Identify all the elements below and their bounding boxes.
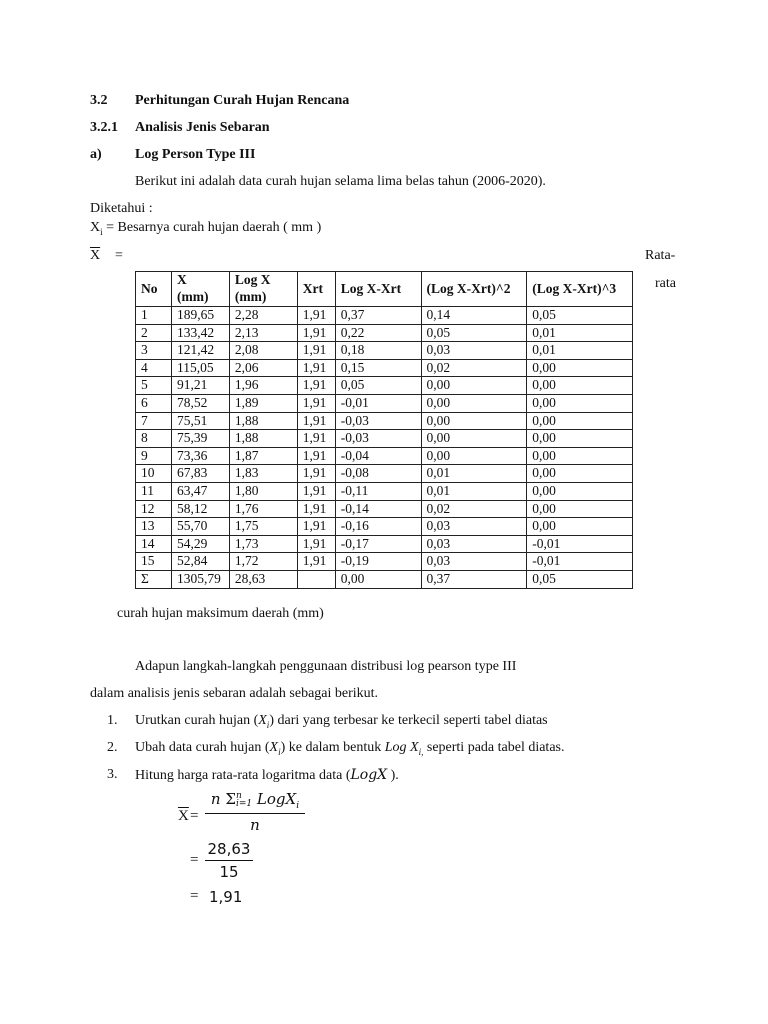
cell-x: 55,70	[171, 518, 229, 536]
cell-no: 14	[136, 535, 172, 553]
cell-diff: 0,37	[335, 307, 421, 325]
cell-x: 189,65	[171, 307, 229, 325]
formula-result: 1,91	[209, 888, 243, 906]
sigma-lower: i=1	[235, 799, 253, 809]
header-cubed: (Log X-Xrt)^3	[527, 272, 633, 307]
cell-cubed: 0,00	[527, 377, 633, 395]
cell-x: 75,39	[171, 430, 229, 448]
xbar-equals: =	[115, 248, 123, 263]
step-number: 2.	[107, 740, 118, 755]
step-text-pre: Hitung harga rata-rata logaritma data (	[135, 768, 351, 783]
xi-text: = Besarnya curah hujan daerah ( mm )	[102, 220, 322, 235]
header-no: No	[136, 272, 172, 307]
cell-diff: 0,18	[335, 342, 421, 360]
cell-squared: 0,03	[421, 518, 527, 536]
table-row	[136, 482, 633, 500]
table-row	[136, 518, 633, 536]
rata-text-2: rata	[655, 276, 676, 291]
table-sum-row	[136, 570, 633, 588]
cell-no: 1	[136, 307, 172, 325]
cell-cubed: 0,01	[527, 342, 633, 360]
sigma-limits	[236, 792, 252, 808]
formula-fraction-2	[205, 840, 253, 881]
after-table-text: curah hujan maksimum daerah (mm)	[117, 606, 324, 621]
cell-cubed: 0,01	[527, 324, 633, 342]
fraction-bar-2	[205, 860, 253, 861]
step-var-sub: i	[278, 746, 281, 757]
step-number: 3.	[107, 767, 118, 782]
xbar-symbol: $\overline{X}$	[90, 248, 101, 263]
cell-logx: 1,80	[229, 482, 297, 500]
header-logx	[229, 272, 297, 307]
cell-xrt: 1,91	[297, 482, 335, 500]
cell-x: 75,51	[171, 412, 229, 430]
cell-no: 4	[136, 359, 172, 377]
cell-xrt: 1,91	[297, 342, 335, 360]
header-squared: (Log X-Xrt)^2	[421, 272, 527, 307]
cell-no: 2	[136, 324, 172, 342]
cell-xrt: 1,91	[297, 518, 335, 536]
xi-symbol: X	[90, 220, 101, 235]
step-var2: Log X	[384, 740, 419, 755]
xi-subscript: i	[100, 226, 103, 237]
header-logx-line2: (mm)	[234, 289, 267, 304]
formula-equals: =	[190, 808, 199, 824]
cell-logx: 2,08	[229, 342, 297, 360]
step-text-post: ) ke dalam bentuk	[280, 740, 385, 755]
cell-x: 73,36	[171, 447, 229, 465]
cell-logx: 1,73	[229, 535, 297, 553]
cell-diff: 0,15	[335, 359, 421, 377]
cell-logx: 1,83	[229, 465, 297, 483]
cell-squared: 0,00	[421, 394, 527, 412]
cell-squared: 0,03	[421, 342, 527, 360]
cell-xrt: 1,91	[297, 307, 335, 325]
table-row	[136, 394, 633, 412]
fraction-2-numerator: 28,63	[207, 840, 251, 858]
formula-n: n	[210, 790, 221, 808]
cell-logx: 1,72	[229, 553, 297, 571]
step-math: LogX	[350, 767, 388, 783]
cell-logx: 1,88	[229, 430, 297, 448]
cell-cubed: 0,00	[527, 518, 633, 536]
cell-logx: 1,76	[229, 500, 297, 518]
cell-xrt: 1,91	[297, 430, 335, 448]
formula-lhs: $\overline{X}$	[178, 808, 189, 824]
cell-no: 13	[136, 518, 172, 536]
table-row	[136, 465, 633, 483]
cell-xrt: 1,91	[297, 377, 335, 395]
cell-x: 54,29	[171, 535, 229, 553]
table-header-row	[136, 272, 633, 307]
cell-x: 63,47	[171, 482, 229, 500]
cell-no: 8	[136, 430, 172, 448]
data-table	[135, 271, 633, 589]
cell-squared: 0,05	[421, 324, 527, 342]
cell-x: 121,42	[171, 342, 229, 360]
cell-cubed: 0,00	[527, 359, 633, 377]
cell-cubed: 0,00	[527, 394, 633, 412]
paragraph-line-1: Adapun langkah-langkah penggunaan distribusi log pearson type III	[135, 659, 517, 674]
cell-cubed: 0,00	[527, 430, 633, 448]
cell-logx-sum: 28,63	[229, 570, 297, 588]
cell-squared: 0,00	[421, 412, 527, 430]
table-row	[136, 412, 633, 430]
sigma-upper: n	[235, 791, 242, 801]
cell-xrt: 1,91	[297, 359, 335, 377]
cell-squared: 0,00	[421, 377, 527, 395]
cell-x: 58,12	[171, 500, 229, 518]
cell-diff: -0,17	[335, 535, 421, 553]
table-row	[136, 430, 633, 448]
table-row	[136, 535, 633, 553]
header-x-line2: (mm)	[176, 289, 209, 304]
cell-x: 115,05	[171, 359, 229, 377]
sigma-symbol: Σ	[225, 790, 236, 808]
item-heading: Log Person Type III	[135, 147, 256, 162]
subheading-number: 3.2.1	[90, 120, 118, 135]
cell-diff-sum: 0,00	[335, 570, 421, 588]
cell-squared-sum: 0,37	[421, 570, 527, 588]
cell-diff: -0,16	[335, 518, 421, 536]
table-row	[136, 359, 633, 377]
cell-cubed: 0,00	[527, 412, 633, 430]
cell-squared: 0,03	[421, 535, 527, 553]
cell-xrt: 1,91	[297, 535, 335, 553]
cell-diff: 0,22	[335, 324, 421, 342]
step-text	[135, 740, 564, 757]
header-logx-xrt: Log X-Xrt	[335, 272, 421, 307]
cell-squared: 0,02	[421, 500, 527, 518]
cell-logx: 2,13	[229, 324, 297, 342]
header-x-line1: X	[176, 272, 187, 288]
step-text-pre: Urutkan curah hujan (	[135, 713, 259, 728]
formula-numerator	[205, 790, 305, 811]
intro-text: Berikut ini adalah data curah hujan selama lima belas tahun (2006-2020).	[135, 174, 546, 189]
cell-x: 67,83	[171, 465, 229, 483]
table-row	[136, 447, 633, 465]
cell-cubed: -0,01	[527, 553, 633, 571]
formula-equals-2: =	[190, 852, 199, 868]
cell-logx: 2,28	[229, 307, 297, 325]
cell-logx: 1,75	[229, 518, 297, 536]
cell-squared: 0,03	[421, 553, 527, 571]
cell-xrt: 1,91	[297, 394, 335, 412]
sum-symbol: Σ	[136, 570, 172, 588]
cell-diff: -0,19	[335, 553, 421, 571]
cell-diff: -0,01	[335, 394, 421, 412]
cell-squared: 0,01	[421, 482, 527, 500]
table-row	[136, 377, 633, 395]
cell-logx: 1,87	[229, 447, 297, 465]
cell-logx: 1,96	[229, 377, 297, 395]
cell-xrt: 1,91	[297, 500, 335, 518]
formula-fraction	[205, 790, 305, 834]
cell-logx: 1,89	[229, 394, 297, 412]
cell-xrt: 1,91	[297, 465, 335, 483]
cell-squared: 0,14	[421, 307, 527, 325]
paragraph-line-2: dalam analisis jenis sebaran adalah sebagai berikut.	[90, 686, 379, 701]
step-text-post2: seperti pada tabel diatas.	[423, 740, 565, 755]
table-row	[136, 553, 633, 571]
cell-x-sum: 1305,79	[171, 570, 229, 588]
formula-denominator: n	[250, 816, 260, 834]
cell-x: 133,42	[171, 324, 229, 342]
cell-x: 78,52	[171, 394, 229, 412]
header-logx-line1: Log X	[234, 272, 271, 288]
cell-xrt: 1,91	[297, 412, 335, 430]
table-row	[136, 500, 633, 518]
cell-no: 7	[136, 412, 172, 430]
cell-cubed: 0,00	[527, 482, 633, 500]
cell-cubed-sum: 0,05	[527, 570, 633, 588]
cell-diff: -0,11	[335, 482, 421, 500]
section-heading: Perhitungan Curah Hujan Rencana	[135, 93, 350, 108]
rata-text-1: Rata-	[645, 248, 676, 263]
cell-diff: -0,14	[335, 500, 421, 518]
cell-diff: 0,05	[335, 377, 421, 395]
cell-no: 3	[136, 342, 172, 360]
cell-diff: -0,03	[335, 430, 421, 448]
table-row	[136, 342, 633, 360]
cell-cubed: 0,00	[527, 500, 633, 518]
step-text-post: ) dari yang terbesar ke terkecil seperti tabel diatas	[269, 713, 548, 728]
step-var: X	[269, 740, 279, 755]
cell-xrt: 1,91	[297, 324, 335, 342]
step-text	[135, 767, 399, 784]
fraction-2-denominator: 15	[219, 863, 239, 881]
cell-diff: -0,03	[335, 412, 421, 430]
cell-xrt-sum	[297, 570, 335, 588]
diketahui-label: Diketahui :	[90, 201, 153, 216]
cell-x: 52,84	[171, 553, 229, 571]
cell-squared: 0,02	[421, 359, 527, 377]
cell-no: 5	[136, 377, 172, 395]
fraction-bar	[205, 813, 305, 814]
header-x	[171, 272, 229, 307]
cell-no: 10	[136, 465, 172, 483]
step-text-post: ).	[387, 768, 399, 783]
step-text-pre: Ubah data curah hujan (	[135, 740, 270, 755]
formula-term-sub: i	[296, 801, 300, 811]
cell-no: 12	[136, 500, 172, 518]
cell-squared: 0,00	[421, 447, 527, 465]
cell-no: 9	[136, 447, 172, 465]
cell-logx: 1,88	[229, 412, 297, 430]
table-row	[136, 307, 633, 325]
xi-definition	[90, 220, 321, 237]
cell-cubed: 0,00	[527, 465, 633, 483]
cell-xrt: 1,91	[297, 447, 335, 465]
cell-cubed: -0,01	[527, 535, 633, 553]
cell-logx: 2,06	[229, 359, 297, 377]
formula-equals-3: =	[190, 888, 199, 904]
step-text	[135, 713, 548, 730]
step-var2-sub: i,	[418, 746, 424, 757]
cell-no: 6	[136, 394, 172, 412]
step-number: 1.	[107, 713, 118, 728]
subsection-heading: Analisis Jenis Sebaran	[135, 120, 270, 135]
item-label: a)	[90, 147, 102, 162]
heading-number: 3.2	[90, 93, 108, 108]
cell-diff: -0,04	[335, 447, 421, 465]
cell-no: 15	[136, 553, 172, 571]
table-row	[136, 324, 633, 342]
cell-xrt: 1,91	[297, 553, 335, 571]
formula-term: LogX	[256, 790, 297, 808]
cell-x: 91,21	[171, 377, 229, 395]
cell-cubed: 0,00	[527, 447, 633, 465]
step-var-sub: i	[266, 719, 270, 730]
cell-squared: 0,00	[421, 430, 527, 448]
step-var: X	[258, 713, 267, 728]
cell-diff: -0,08	[335, 465, 421, 483]
cell-squared: 0,01	[421, 465, 527, 483]
header-xrt: Xrt	[297, 272, 335, 307]
cell-no: 11	[136, 482, 172, 500]
cell-cubed: 0,05	[527, 307, 633, 325]
